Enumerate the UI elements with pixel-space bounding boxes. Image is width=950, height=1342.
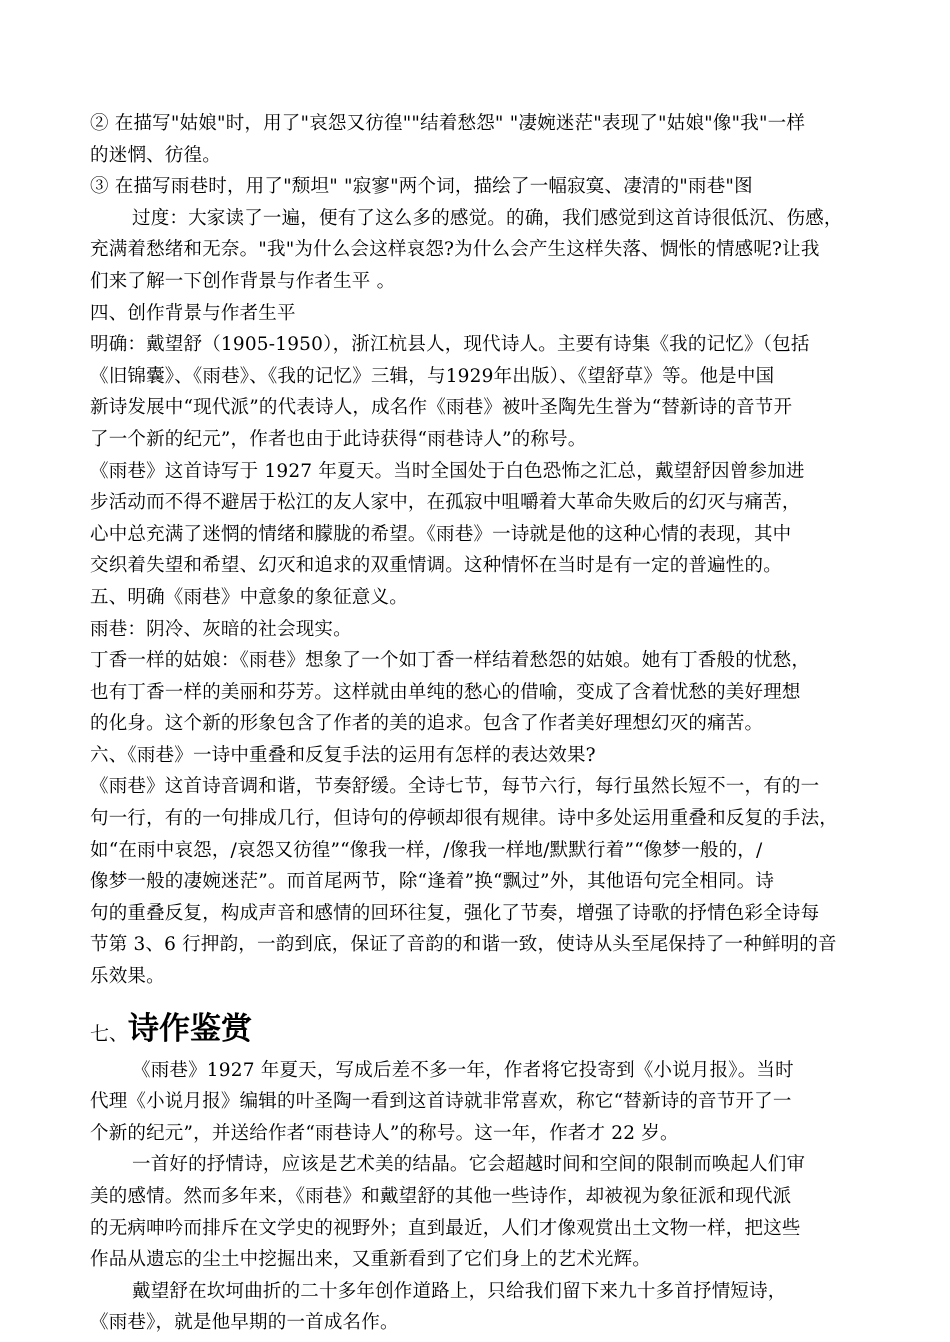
text-line: 一首好的抒情诗，应该是艺术美的结晶。它会超越时间和空间的限制而唤起人们审 <box>132 1154 806 1176</box>
text-line: 也有丁香一样的美丽和芬芳。这样就由单纯的愁心的借喻，变成了含着忧愁的美好理想 <box>90 681 801 703</box>
text-line: 节第 3、6 行押韵，一韵到底，保证了音韵的和谐一致，使诗从头至尾保持了一种鲜明的音 <box>90 934 837 956</box>
text-line: 充满着愁绪和无奈。"我"为什么会这样哀怨?为什么会产生这样失落、惆怅的情感呢?让我 <box>90 239 820 261</box>
text-line: 过度：大家读了一遍，便有了这么多的感觉。的确，我们感觉到这首诗很低沉、伤感， <box>132 207 843 229</box>
text-line: 戴望舒在坎坷曲折的二十多年创作道路上，只给我们留下来九十多首抒情短诗， <box>132 1280 787 1302</box>
text-line: 心中总充满了迷惘的情绪和朦胧的希望。《雨巷》一诗就是他的这种心情的表现，其中 <box>90 523 792 545</box>
text-line: 《雨巷》这首诗写于 1927 年夏天。当时全国处于白色恐怖之汇总，戴望舒因曾参加进 <box>90 460 805 482</box>
text-line: 像梦一般的凄婉迷茫”。而首尾两节，除“逢着”换“飘过”外，其他语句完全相同。诗 <box>90 871 775 893</box>
text-line: 乐效果。 <box>90 966 165 988</box>
section-heading-poem-appreciation <box>90 1003 870 1049</box>
text-line: 《雨巷》这首诗音调和谐，节奏舒缓。全诗七节，每节六行，每行虽然长短不一，有的一 <box>90 776 820 798</box>
section-title: 诗作鉴赏 <box>128 1010 253 1047</box>
text-line: 的迷惘、彷徨。 <box>90 144 221 166</box>
text-line: 个新的纪元”，并送给作者“雨巷诗人”的称号。这一年，作者才 22 岁。 <box>90 1122 679 1144</box>
text-line: 明确：戴望舒（1905-1950），浙江杭县人，现代诗人。主要有诗集《我的记忆》（包括 <box>90 334 810 356</box>
text-line: 五、明确《雨巷》中意象的象征意义。 <box>90 586 408 608</box>
text-line: 雨巷：阴冷、灰暗的社会现实。 <box>90 618 352 640</box>
text-line: 代理《小说月报》编辑的叶圣陶一看到这首诗就非常喜欢，称它“替新诗的音节开了一 <box>90 1091 792 1113</box>
text-line: 句一行，有的一句排成几行，但诗句的停顿却很有规律。诗中多处运用重叠和反复的手法， <box>90 808 839 830</box>
text-line: ③ 在描写雨巷时，用了"颓坦" "寂寥"两个词，描绘了一幅寂寞、凄清的"雨巷"图 <box>90 176 753 198</box>
text-line: 交织着失望和希望、幻灭和追求的双重情调。这种情怀在当时是有一定的普遍性的。 <box>90 555 782 577</box>
text-line: 句的重叠反复，构成声音和感情的回环往复，强化了节奏，增强了诗歌的抒情色彩全诗每 <box>90 902 820 924</box>
analysis-text-block <box>90 108 870 993</box>
text-line: 美的感情。然而多年来，《雨巷》和戴望舒的其他一些诗作，却被视为象征派和现代派 <box>90 1186 792 1207</box>
text-line: 《雨巷》1927 年夏天，写成后差不多一年，作者将它投寄到《小说月报》。当时 <box>132 1059 794 1081</box>
text-line: 步活动而不得不避居于松江的友人家中，在孤寂中咀嚼着大革命失败后的幻灭与痛苦， <box>90 492 801 514</box>
text-line: 新诗发展中“现代派”的代表诗人，成名作《雨巷》被叶圣陶先生誉为“替新诗的音节开 <box>90 397 793 419</box>
text-line: 丁香一样的姑娘：《雨巷》想象了一个如丁香一样结着愁怨的姑娘。她有丁香般的忧愁， <box>90 650 811 672</box>
text-line: 《旧锦囊》、《雨巷》、《我的记忆》三辑，与1929年出版）、《望舒草》等。他是中国 <box>90 365 775 387</box>
text-line: ② 在描写"姑娘"时，用了"哀怨又彷徨""结着愁怨" "凄婉迷茫"表现了"姑娘"像"我"一样 <box>90 113 806 134</box>
text-line: 的无病呻吟而排斥在文学史的视野外；直到最近，人们才像观赏出土文物一样，把这些 <box>90 1217 801 1239</box>
appreciation-text-block <box>90 1055 870 1339</box>
text-line: 的化身。这个新的形象包含了作者的美的追求。包含了作者美好理想幻灭的痛苦。 <box>90 713 764 735</box>
text-line: 《雨巷》，就是他早期的一首成名作。 <box>90 1312 399 1334</box>
text-line: 作品从遗忘的尘土中挖掘出来，又重新看到了它们身上的艺术光辉。 <box>90 1249 652 1271</box>
section-number: 七、 <box>90 1022 129 1045</box>
document-page <box>90 108 870 1339</box>
text-line: 四、创作背景与作者生平 <box>90 302 296 324</box>
text-line: 六、《雨巷》一诗中重叠和反复手法的运用有怎样的表达效果? <box>90 744 596 766</box>
text-line: 了一个新的纪元”，作者也由于此诗获得“雨巷诗人”的称号。 <box>90 428 587 450</box>
text-line: 们来了解一下创作背景与作者生平 。 <box>90 270 396 292</box>
text-line: 如“在雨中哀怨，/哀怨又彷徨”“像我一样，/像我一样地/默默行着”“像梦一般的，/ <box>90 839 763 861</box>
